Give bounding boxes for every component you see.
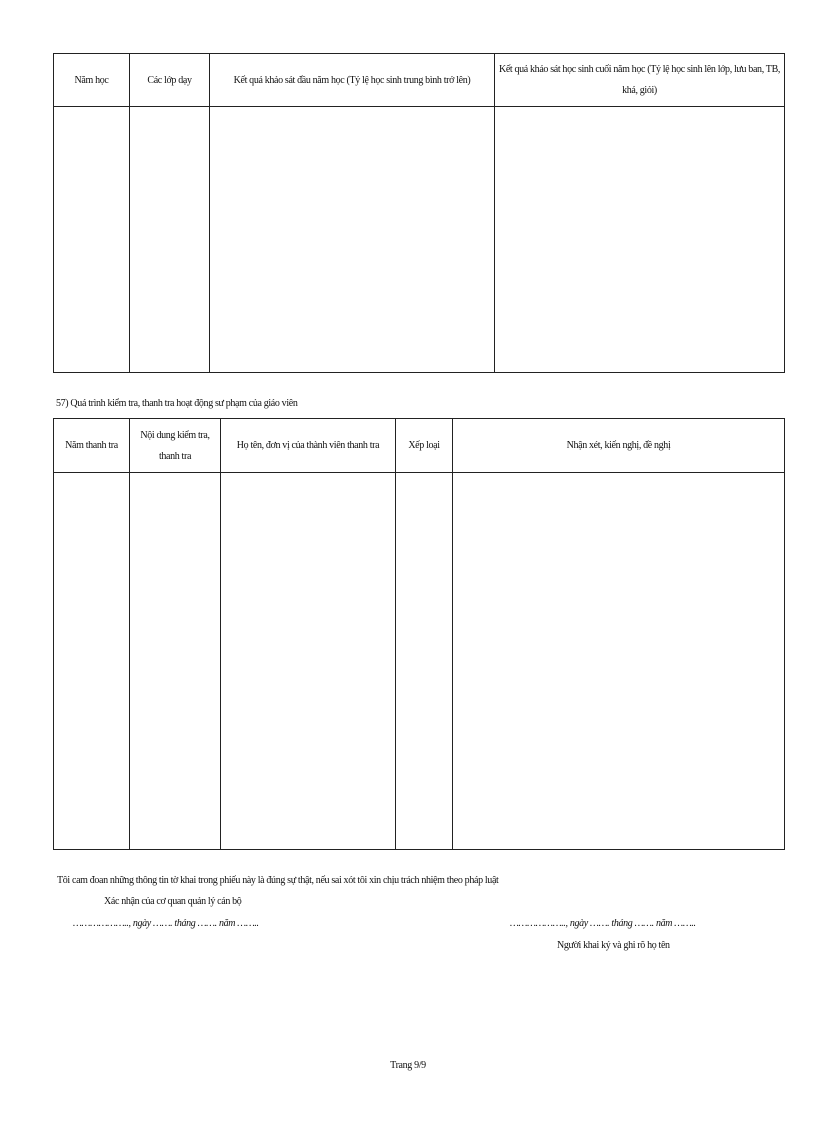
header-rating: Xếp loại [396, 419, 453, 473]
table-cell [453, 473, 785, 850]
page-number: Trang 9/9 [390, 1060, 426, 1071]
teaching-results-table [53, 53, 785, 373]
table-cell [221, 473, 396, 850]
section-57-title: 57) Quá trình kiểm tra, thanh tra hoạt động sư phạm của giáo viên [56, 398, 298, 409]
header-school-year: Năm học [54, 54, 130, 107]
header-classes-taught: Các lớp dạy [130, 54, 210, 107]
header-start-year-survey: Kết quả khảo sát đầu năm học (Tỷ lệ học sinh trung bình trở lên) [210, 54, 495, 107]
header-inspector-name-unit: Họ tên, đơn vị của thành viên thanh tra [221, 419, 396, 473]
declaration-text: Tôi cam đoan những thông tin tờ khai trong phiếu này là đúng sự thật, nếu sai xót tôi xin chịu trách nhiệm theo pháp luật [57, 875, 499, 886]
right-date-line: ……………….., ngày ……. tháng ……. năm …….. [510, 918, 696, 929]
header-end-year-survey: Kết quả khảo sát học sinh cuối năm học (Tỷ lệ học sinh lên lớp, lưu ban, TB, khá, giỏi) [495, 54, 785, 107]
table-cell [495, 107, 785, 373]
left-date-line: ……………….., ngày ……. tháng ……. năm …….. [73, 918, 259, 929]
table-cell [130, 473, 221, 850]
header-comments: Nhận xét, kiến nghị, đề nghị [453, 419, 785, 473]
table-cell [54, 107, 130, 373]
signer-label: Người khai ký và ghi rõ họ tên [557, 940, 670, 951]
inspection-table [53, 418, 785, 850]
table-cell [54, 473, 130, 850]
header-inspection-year: Năm thanh tra [54, 419, 130, 473]
table-cell [210, 107, 495, 373]
header-inspection-content: Nội dung kiểm tra, thanh tra [130, 419, 221, 473]
confirmation-label: Xác nhận của cơ quan quản lý cán bộ [104, 896, 242, 907]
table-cell [130, 107, 210, 373]
table-cell [396, 473, 453, 850]
